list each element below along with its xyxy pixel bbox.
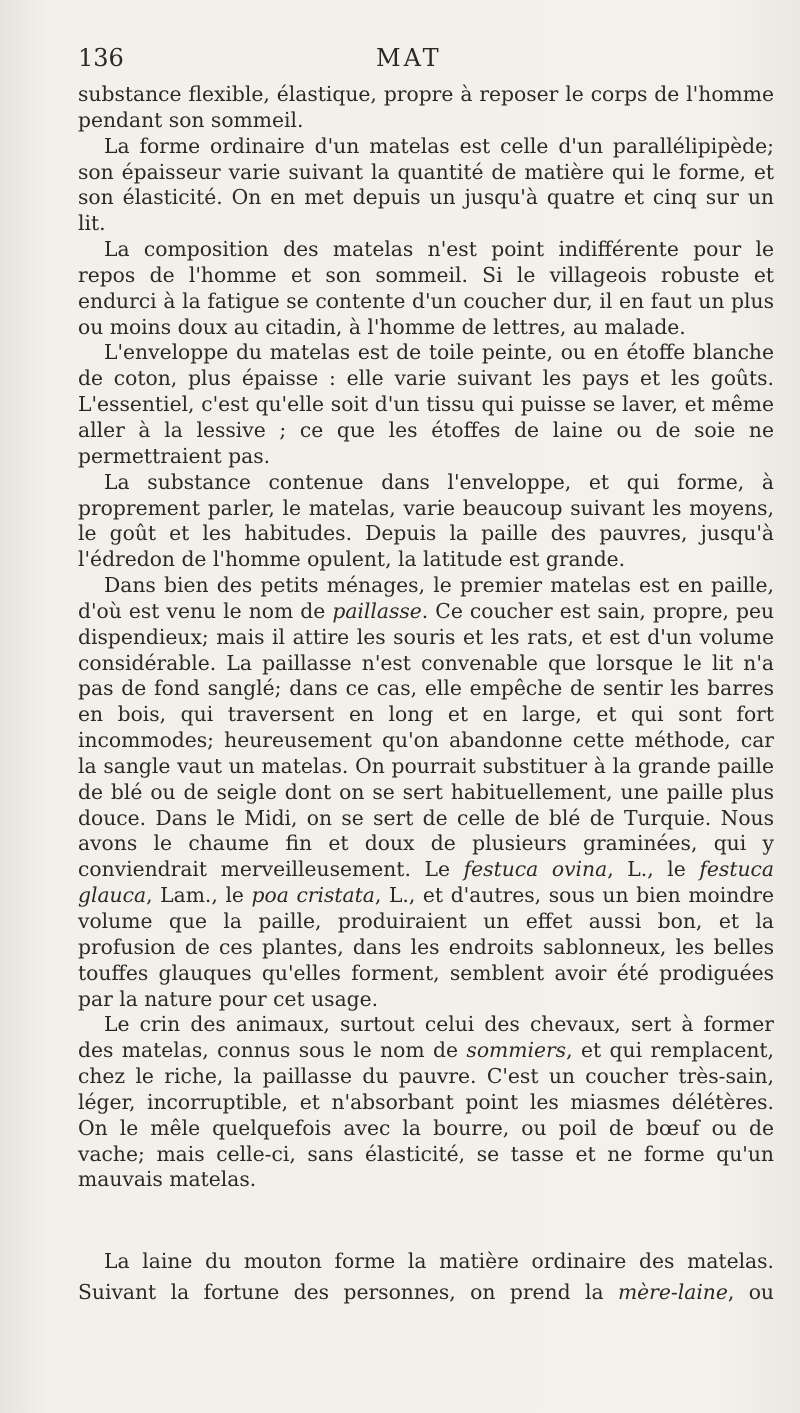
page-number: 136 <box>78 44 124 72</box>
paragraph-composition: La composition des matelas n'est point indifférente pour le repos de l'homme et son sommeil. Si le villageois robuste et endurci à la fatigue se contente d'un coucher dur, il en faut un plus ou moins doux au citadin, à l'homme de lettres, au malade. <box>78 237 774 339</box>
running-head: MAT <box>376 44 442 72</box>
text-span: Dans bien des petits ménages, le premier matelas est en paille, d'où est venu le nom de <box>78 573 774 623</box>
text-span: , ou <box>727 1280 774 1304</box>
paragraph-form: La forme ordinaire d'un matelas est celle d'un parallélipipède; son épaisseur varie suivant la quantité de matière qui le forme, et son élasticité. On en met depuis un jusqu'à quatre et cinq sur un lit. <box>78 133 774 236</box>
paragraph-envelope: L'enveloppe du matelas est de toile peinte, ou en étoffe blanche de coton, plus épaisse : elle varie suivant les pays et les goûts. L'essentiel, c'est qu'elle soit d'un tissu qui puisse se laver, et même aller à la lessive ; ce que les étoffes de laine ou de soie ne permettraient pas. <box>78 340 774 468</box>
text-span: , L., et d'autres, sous un bien moindre volume que la paille, produiraient un effet aussi bon, et la profusion de ces plantes, dans les endroits sablonneux, les belles touffes glauques qu'elles forment, semblent avoir été prodiguées par la nature pour cet usage. <box>78 883 774 1011</box>
text-span: . Ce coucher est sain, propre, peu dispendieux; mais il attire les souris et les rats, et est d'un volume considérable. La paillasse n'est convenable que lorsque le lit n'a pas de fond sanglé; dans ce cas, elle empêche de sentir les barres en bois, qui traversent en long et en large, et qui sont fort incommodes; heureusement qu'on abandonne cette méthode, car la sangle vaut un matelas. On pourrait substituer à la grande paille de blé ou de seigle dont on se sert habituellement, une paille plus douce. Dans le Midi, on se sert de celle de blé de Turquie. Nous avons le chaume fin et doux de plusieurs graminées, qui y conviendrait merveilleusement. Le <box>78 598 775 882</box>
text-span: Le crin des animaux, surtout celui des chevaux, sert à former des matelas, connus sous le nom de <box>78 1012 774 1063</box>
paragraph-sommiers <box>78 1012 774 1193</box>
paragraph-continuation: substance flexible, élastique, propre à reposer le corps de l'homme pendant son sommeil. <box>78 82 774 132</box>
text-span: , et qui remplacent, chez le riche, la paillasse du pauvre. C'est un coucher très-sain, léger, incorruptible, et n'absorbant point les miasmes délétères. On le mêle quelquefois avec la bourre, ou poil de bœuf ou de vache; mais celle-ci, sans élasticité, se tasse et ne forme qu'un mauvais matelas. <box>78 1038 774 1192</box>
term-sommiers: sommiers <box>466 1038 567 1063</box>
text-span: La laine du mouton forme la matière ordinaire des matelas. <box>104 1249 774 1273</box>
paragraph-laine-line-2 <box>78 1280 774 1306</box>
term-festuca-glauca: festuca glauca <box>78 857 774 908</box>
paragraph-substance: La substance contenue dans l'enveloppe, et qui forme, à proprement parler, le matelas, varie beaucoup suivant les moyens, le goût et les habitudes. Depuis la paille des pauvres, jusqu'à l'édredon de l'homme opulent, la latitude est grande. <box>78 469 774 572</box>
text-span: Suivant la fortune des personnes, on prend la <box>78 1280 618 1304</box>
body-text <box>78 82 774 1193</box>
term-mere-laine: mère-laine <box>617 1280 728 1304</box>
term-poa-cristata: poa cristata <box>251 883 375 908</box>
paragraph-paillasse <box>78 573 774 1012</box>
term-festuca-ovina: festuca ovina <box>463 857 608 882</box>
term-paillasse: paillasse <box>332 598 422 623</box>
paragraph-laine <box>78 1249 774 1275</box>
text-span: , Lam., le <box>146 883 252 908</box>
page-header <box>78 44 774 76</box>
text-span: , L., le <box>607 857 700 882</box>
